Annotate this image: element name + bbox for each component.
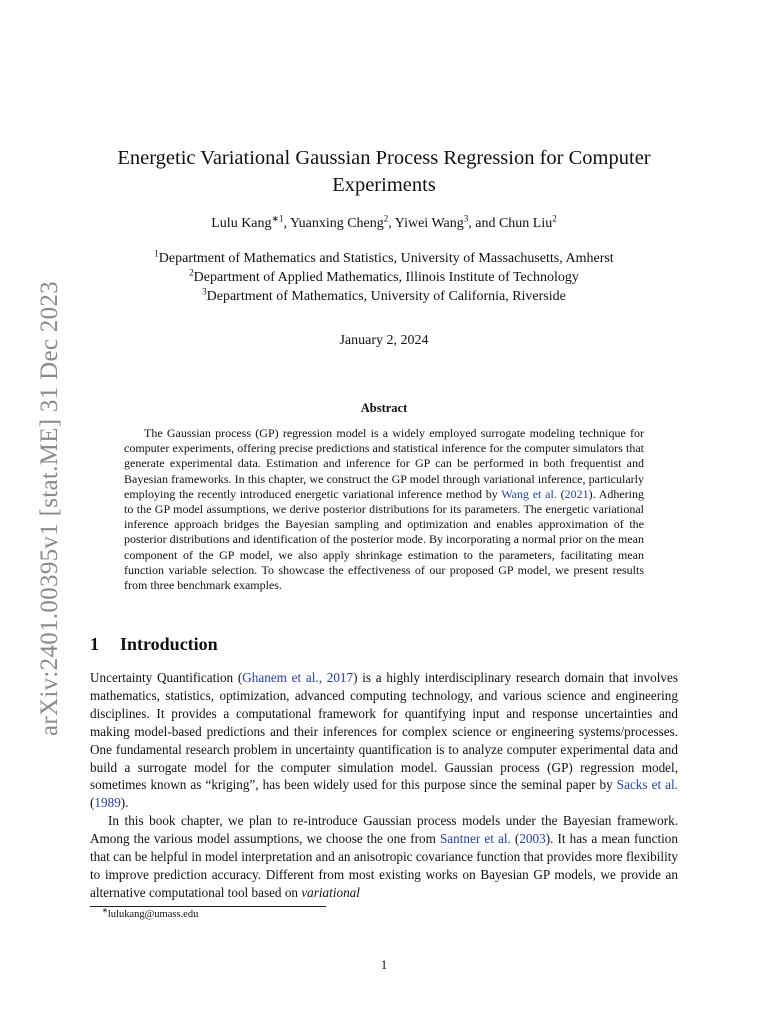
footnote-rule <box>90 906 326 907</box>
emphasized-text: variational <box>301 884 360 900</box>
affiliation-text: Department of Mathematics, University of California, Riverside <box>206 289 566 304</box>
publication-date: January 2, 2024 <box>339 333 429 348</box>
author-name: Yuanxing Cheng <box>290 216 384 231</box>
paragraph-text: ) is a highly interdisciplinary research domain that involves mathematics, statistics, optimization, advanced computing technology, and various science and engineering disciplines. It provides a computational framework for quantifying input and response uncertainties and making model-based predictions and their inferences for complex science or engineering systems/processes. One fundamental research problem in uncertainty quantification is to analyze computer experimental data and build a surrogate model for the computer simulation model. Gaussian process (GP) regression model, sometimes known as “kriging”, has been widely used for this purpose since the seminal paper by <box>90 670 678 793</box>
citation-link[interactable]: Ghanem et al., 2017 <box>242 670 354 685</box>
paragraph-text: ). <box>120 795 129 811</box>
author-name: Lulu Kang <box>211 216 272 231</box>
arxiv-identifier: arXiv:2401.00395v1 [stat.ME] 31 Dec 2023 <box>36 281 63 736</box>
paragraph: Uncertainty Quantification (Ghanem et al., 2017) is a highly interdisciplinary research domain that involves mathematics, statistics, optimization, advanced computing technology, and various science and engineering disciplines. It provides a computational framework for quantifying input and response uncertainties and making model-based predictions and their inferences for complex science or engineering systems/processes. One fundamental research problem in uncertainty quantification is to analyze computer experimental data and build a surrogate model for the computer simulation model. Gaussian process (GP) regression model, sometimes known as “kriging”, has been widely used for this purpose since the seminal paper by Sacks et al. (1989). <box>90 670 678 811</box>
author-marker: ∗1 <box>271 213 284 224</box>
paragraph-text: ). It has a mean function that can be helpful in model interpretation and an anisotropic covariance function that provides more flexibility to improve prediction accuracy. Different from most existing works on Bayesian GP models, we provide an alternative computational tool based on <box>90 831 678 900</box>
paper-title: Energetic Variational Gaussian Process Regression for Computer Experiments <box>117 147 651 196</box>
citation-link[interactable]: Santner et al. <box>439 831 511 847</box>
paragraph: In this book chapter, we plan to re-introduce Gaussian process models under the Bayesian framework. Among the various model assumptions, we choose the one from Santner et al. (2003). It has a mean function that can be helpful in model interpretation and an anisotropic covariance function that provides more flexibility to improve prediction accuracy. Different from most existing works on Bayesian GP models, we provide an alternative computational tool based on variational <box>90 813 678 900</box>
author-separator: , and <box>468 216 499 231</box>
author-name: Yiwei Wang <box>394 216 464 231</box>
author-separator: , <box>388 216 395 231</box>
abstract-text: ). Adhering to the GP model assumptions, we derive posterior distributions for its parameters. The energetic variational inference approach bridges the Bayesian sampling and optimization and enables approximation of the posterior distributions and identification of the posterior mode. By incorporating a normal prior on the mean component of the GP model, we also apply shrinkage estimation to the parameters, facilitating mean function variable selection. To showcase the effectiveness of our proposed GP model, we present results from three benchmark examples. <box>124 486 645 593</box>
page-number: 1 <box>380 957 388 972</box>
paragraph-text: In this book chapter, we plan to re-introduce Gaussian process models under the Bayesian framework. Among the various model assumptions, we choose the one from <box>90 813 678 847</box>
author-marker: 3 <box>463 213 469 224</box>
arxiv-sidebar <box>18 266 63 736</box>
introduction-body <box>90 669 678 902</box>
affiliation-list <box>90 249 678 306</box>
citation-link[interactable]: Sacks et al. <box>616 777 678 793</box>
author-list <box>90 213 678 232</box>
footnote-marker: ∗ <box>102 906 108 915</box>
citation-year-link[interactable]: 1989 <box>94 795 121 811</box>
affiliation-marker: 2 <box>189 267 194 278</box>
paragraph-text: Uncertainty Quantification ( <box>90 670 243 685</box>
author-name: Chun Liu <box>498 216 553 231</box>
abstract-heading: Abstract <box>360 401 408 415</box>
footnote <box>102 906 199 920</box>
citation-year-link[interactable]: 2003 <box>519 831 546 847</box>
section-title: Introduction <box>120 634 218 654</box>
affiliation <box>90 249 678 268</box>
abstract-text: The Gaussian process (GP) regression model is a widely employed surrogate modeling technique for computer experiments, offering precise predictions and statistical inference for the computer simulators that generate experimental data. Estimation and inference for GP can be performed in both frequentist and Bayesian frameworks. In this chapter, we construct the GP model through variational inference, particularly employing the recently introduced energetic variational inference method by <box>124 426 644 501</box>
author-separator: , <box>283 216 291 231</box>
section-number: 1 <box>90 634 99 654</box>
affiliation-marker: 3 <box>202 286 207 297</box>
affiliation <box>90 287 678 306</box>
author-marker: 2 <box>383 213 389 224</box>
affiliation-text: Department of Mathematics and Statistics, University of Massachusetts, Amherst <box>158 251 614 266</box>
footnote-email: lulukang@umass.edu <box>107 909 199 920</box>
abstract-body: The Gaussian process (GP) regression model is a widely employed surrogate modeling technique for computer experiments, offering precise predictions and statistical inference for the computer simulators that generate experimental data. Estimation and inference for GP can be performed in both frequentist and Bayesian frameworks. In this chapter, we construct the GP model through variational inference, particularly employing the recently introduced energetic variational inference method by Wang et al. (2021). Adhering to the GP model assumptions, we derive posterior distributions for its parameters. The energetic variational inference approach bridges the Bayesian sampling and optimization and enables approximation of the posterior distributions and identification of the posterior mode. By incorporating a normal prior on the mean component of the GP model, we also apply shrinkage estimation to the parameters, facilitating mean function variable selection. To showcase the effectiveness of our proposed GP model, we present results from three benchmark examples. <box>124 426 645 593</box>
citation-link[interactable]: Wang et al. <box>501 486 557 501</box>
section-heading <box>90 634 218 655</box>
affiliation-text: Department of Applied Mathematics, Illinois Institute of Technology <box>193 270 579 285</box>
affiliation <box>90 268 678 287</box>
citation-year-link[interactable]: 2021 <box>564 486 589 501</box>
author-marker: 2 <box>552 213 557 224</box>
affiliation-marker: 1 <box>154 248 159 259</box>
